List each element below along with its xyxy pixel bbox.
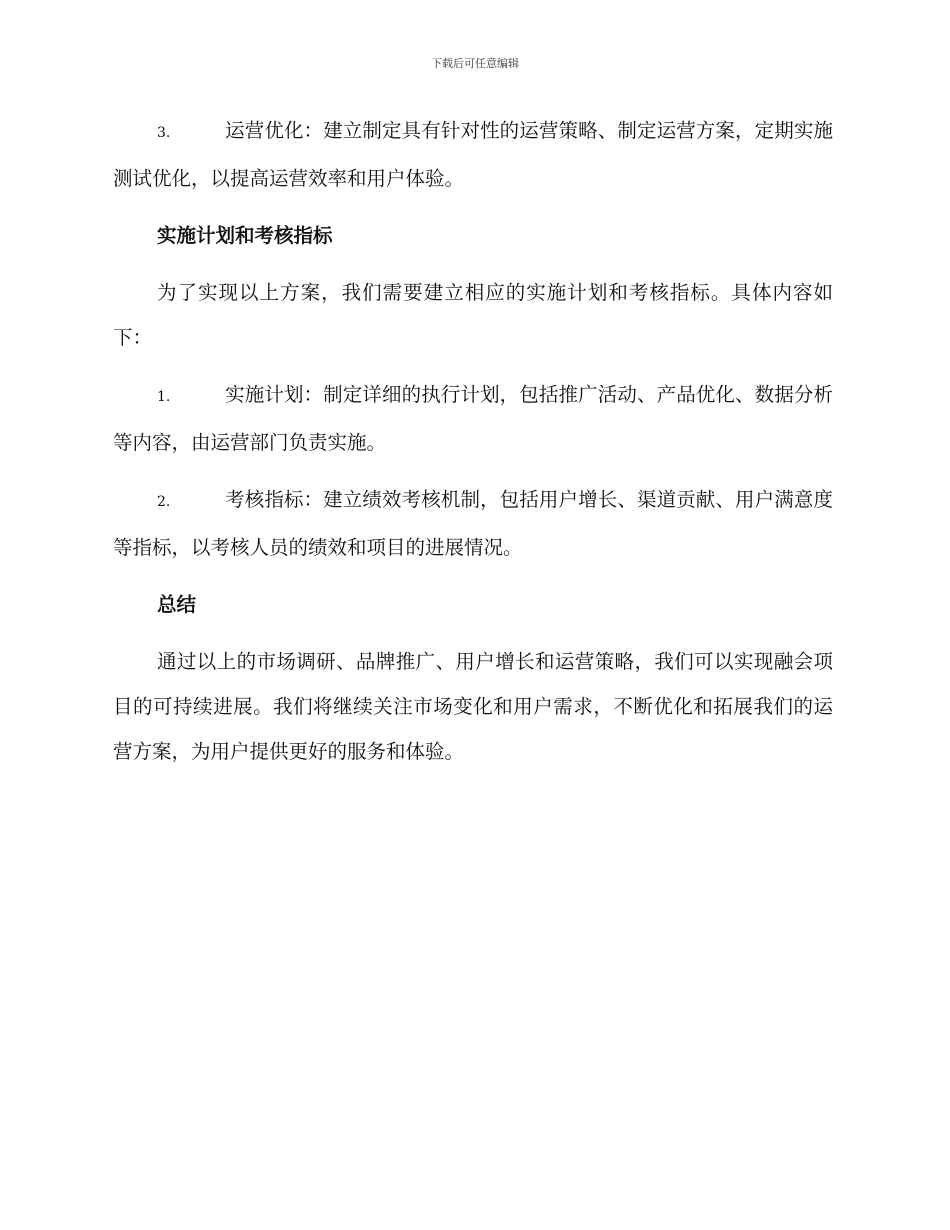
list-number: 3. — [157, 125, 171, 141]
list-item-text: 运营优化：建立制定具有针对性的运营策略、制定运营方案，定期实施测试优化，以提高运营效率和用户体验。 — [113, 119, 833, 190]
list-number: 2. — [157, 494, 171, 510]
section-heading-summary: 总结 — [157, 593, 197, 616]
list-item-implementation-plan — [113, 372, 833, 465]
list-item-text: 考核指标：建立绩效考核机制，包括用户增长、渠道贡献、用户满意度等指标，以考核人员的绩效和项目的进展情况。 — [113, 488, 833, 559]
paragraph-plan-intro: 为了实现以上方案，我们需要建立相应的实施计划和考核指标。具体内容如下： — [113, 281, 833, 349]
page-header: 下载后可任意编辑 — [431, 57, 519, 70]
list-item-operations-optimization — [113, 108, 833, 201]
document-body — [113, 108, 833, 786]
list-number: 1. — [157, 389, 171, 405]
list-item-text: 实施计划：制定详细的执行计划，包括推广活动、产品优化、数据分析等内容，由运营部门负责实施。 — [113, 383, 833, 454]
section-heading-plan: 实施计划和考核指标 — [157, 224, 333, 247]
list-item-assessment-metrics — [113, 477, 833, 570]
paragraph-summary: 通过以上的市场调研、品牌推广、用户增长和运营策略，我们可以实现融会项目的可持续进展。我们将继续关注市场变化和用户需求，不断优化和拓展我们的运营方案，为用户提供更好的服务和体验。 — [113, 650, 833, 763]
